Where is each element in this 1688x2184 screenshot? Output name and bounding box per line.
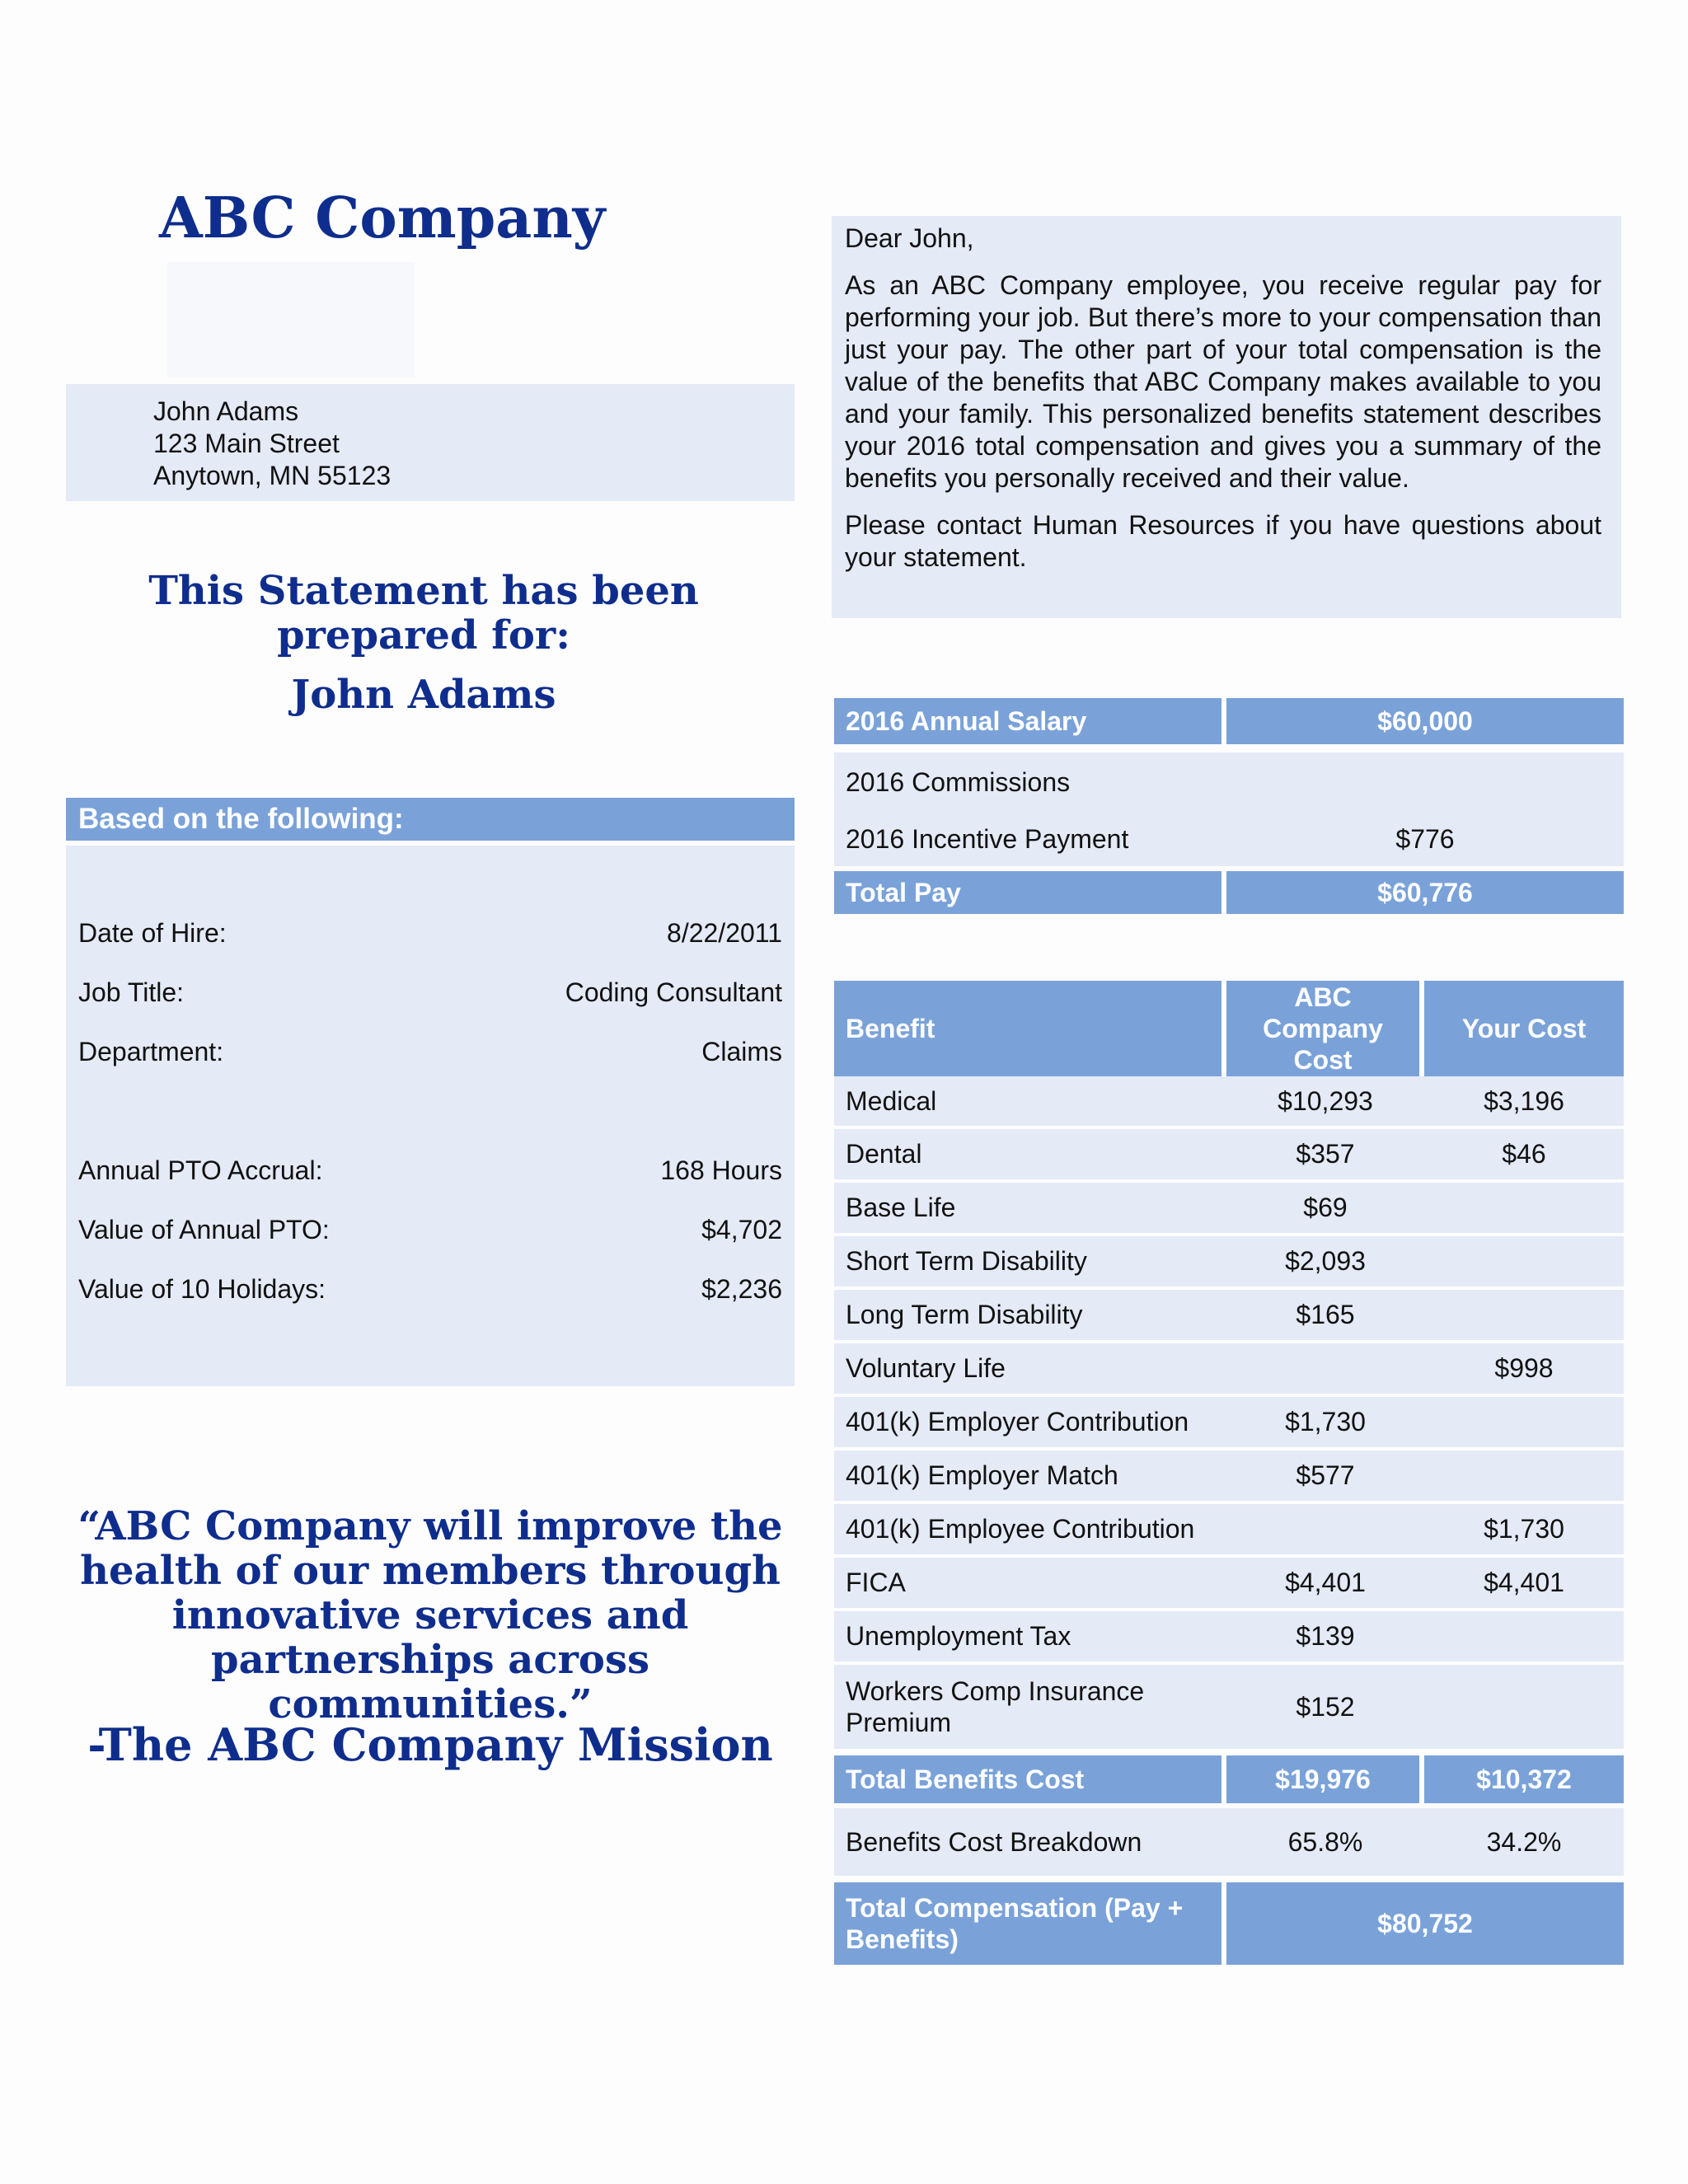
total-pay-row	[834, 871, 1624, 914]
benefit-your-cost	[1424, 1236, 1624, 1290]
benefit-company-cost: $4,401	[1226, 1558, 1424, 1611]
table-row	[834, 1343, 1624, 1397]
incentive-row	[834, 812, 1624, 866]
prepared-for-heading: This Statement has been prepared for:	[148, 568, 699, 658]
benefits-table	[834, 981, 1624, 1965]
benefit-company-cost: $165	[1226, 1290, 1424, 1343]
based-on-header: Based on the following:	[66, 798, 795, 841]
benefit-name: 401(k) Employee Contribution	[834, 1504, 1226, 1558]
table-row	[834, 1665, 1624, 1749]
benefit-name: Base Life	[834, 1183, 1226, 1236]
holidays-label: Value of 10 Holidays:	[78, 1274, 326, 1304]
benefit-company-cost: $10,293	[1226, 1076, 1424, 1129]
address-block	[66, 384, 795, 501]
address-street: 123 Main Street	[153, 429, 340, 458]
benefit-company-cost: $69	[1226, 1183, 1424, 1236]
benefit-name: Voluntary Life	[834, 1343, 1226, 1397]
benefit-your-cost: $998	[1424, 1343, 1624, 1397]
department-value: Claims	[701, 1037, 782, 1066]
total-compensation-row	[834, 1882, 1624, 1965]
benefit-name: 401(k) Employer Match	[834, 1451, 1226, 1504]
table-row	[834, 1451, 1624, 1504]
benefit-company-cost	[1226, 1504, 1424, 1558]
benefit-your-cost	[1424, 1183, 1624, 1236]
benefit-your-cost	[1424, 1290, 1624, 1343]
salary-row	[834, 698, 1624, 744]
total-benefits-company: $19,976	[1226, 1755, 1424, 1803]
pay-table	[834, 698, 1624, 914]
breakdown-label: Benefits Cost Breakdown	[846, 1826, 1142, 1857]
pto-value-row	[78, 1215, 782, 1245]
benefit-your-cost	[1424, 1611, 1624, 1665]
benefits-header-row	[834, 981, 1624, 1076]
breakdown-row	[834, 1808, 1624, 1876]
total-compensation-value: $80,752	[1226, 1882, 1624, 1965]
benefit-name: Long Term Disability	[834, 1290, 1226, 1343]
letter-paragraph-2: Please contact Human Resources if you have questions about your statement.	[845, 510, 1601, 572]
job-title-row	[78, 977, 782, 1008]
table-row	[834, 1076, 1624, 1129]
table-row	[834, 1236, 1624, 1290]
breakdown-you: 34.2%	[1486, 1826, 1562, 1857]
hire-date-value: 8/22/2011	[667, 918, 782, 948]
address-name: John Adams	[153, 396, 299, 426]
mission-quote: “ABC Company will improve the health of our members through innovative services and partnerships across communities.”	[77, 1503, 783, 1727]
incentive-label: 2016 Incentive Payment	[846, 823, 1129, 854]
benefit-your-cost	[1424, 1397, 1624, 1451]
total-pay-label: Total Pay	[834, 871, 1226, 914]
job-title-value: Coding Consultant	[565, 977, 782, 1007]
table-row	[834, 1611, 1624, 1665]
benefits-rows	[834, 1076, 1624, 1749]
benefit-your-cost	[1424, 1665, 1624, 1749]
pto-accrual-row	[78, 1155, 782, 1186]
letter-greeting: Dear John,	[845, 223, 974, 253]
header-shade	[167, 262, 415, 377]
holidays-value: $2,236	[701, 1274, 782, 1304]
benefit-name: Medical	[834, 1076, 1226, 1129]
commissions-value	[1226, 752, 1624, 812]
benefit-company-cost: $357	[1226, 1129, 1424, 1183]
benefit-company-cost	[1226, 1343, 1424, 1397]
address-city: Anytown, MN 55123	[153, 461, 392, 490]
mission-signature: -The ABC Company Mission	[87, 1718, 773, 1771]
based-on-panel	[66, 846, 795, 1386]
benefit-name: Workers Comp Insurance Premium	[846, 1676, 1145, 1737]
salary-label: 2016 Annual Salary	[834, 698, 1226, 744]
letter-paragraph-1: As an ABC Company employee, you receive regular pay for performing your job. But there’s more to your compensation than just your pay. The other part of your total compensation is the value of the benefits that ABC Company makes available to you and your family. This personalized benefits statement describes your 2016 total compensation and gives you a summary of the benefits you personally received and their value.	[845, 270, 1601, 493]
table-row	[834, 1397, 1624, 1451]
total-benefits-row	[834, 1755, 1624, 1803]
table-row	[834, 1504, 1624, 1558]
salary-value: $60,000	[1226, 698, 1624, 744]
incentive-value: $776	[1395, 823, 1455, 854]
table-row	[834, 1129, 1624, 1183]
total-compensation-label: Total Compensation (Pay + Benefits)	[834, 1882, 1226, 1965]
benefit-name: Unemployment Tax	[834, 1611, 1226, 1665]
holidays-row	[78, 1274, 782, 1305]
table-row	[834, 1183, 1624, 1236]
commissions-label: 2016 Commissions	[846, 766, 1071, 797]
table-row	[834, 1558, 1624, 1611]
benefit-company-cost: $139	[1226, 1611, 1424, 1665]
breakdown-company: 65.8%	[1287, 1826, 1363, 1857]
total-benefits-you: $10,372	[1424, 1755, 1624, 1803]
benefit-name: FICA	[834, 1558, 1226, 1611]
pto-accrual-label: Annual PTO Accrual:	[78, 1155, 323, 1185]
benefit-company-cost: $1,730	[1226, 1397, 1424, 1451]
benefit-name: Dental	[834, 1129, 1226, 1183]
company-title: ABC Company	[159, 185, 606, 251]
total-pay-value: $60,776	[1226, 871, 1624, 914]
job-title-label: Job Title:	[78, 977, 185, 1007]
table-row	[834, 1290, 1624, 1343]
pto-accrual-value: 168 Hours	[660, 1155, 782, 1185]
commissions-row	[834, 752, 1624, 812]
benefit-name: 401(k) Employer Contribution	[834, 1397, 1226, 1451]
hire-date-label: Date of Hire:	[78, 918, 227, 948]
benefit-company-cost: $577	[1226, 1451, 1424, 1504]
benefit-your-cost: $1,730	[1424, 1504, 1624, 1558]
pto-value-value: $4,702	[701, 1215, 782, 1244]
your-cost-column-header: Your Cost	[1424, 981, 1624, 1076]
company-cost-column-header: ABC Company Cost	[1226, 981, 1424, 1076]
benefit-your-cost	[1424, 1451, 1624, 1504]
benefit-your-cost: $4,401	[1424, 1558, 1624, 1611]
hire-date-row	[78, 918, 782, 949]
pto-value-label: Value of Annual PTO:	[78, 1215, 330, 1244]
benefit-your-cost: $46	[1424, 1129, 1624, 1183]
benefit-company-cost: $2,093	[1226, 1236, 1424, 1290]
total-benefits-label: Total Benefits Cost	[834, 1755, 1226, 1803]
prepared-for-name: John Adams	[291, 672, 556, 718]
benefit-name: Short Term Disability	[834, 1236, 1226, 1290]
department-label: Department:	[78, 1037, 224, 1066]
department-row	[78, 1037, 782, 1067]
benefit-company-cost: $152	[1296, 1691, 1355, 1722]
benefit-column-header: Benefit	[834, 981, 1226, 1076]
benefit-your-cost: $3,196	[1424, 1076, 1624, 1129]
letter-panel	[832, 216, 1621, 618]
